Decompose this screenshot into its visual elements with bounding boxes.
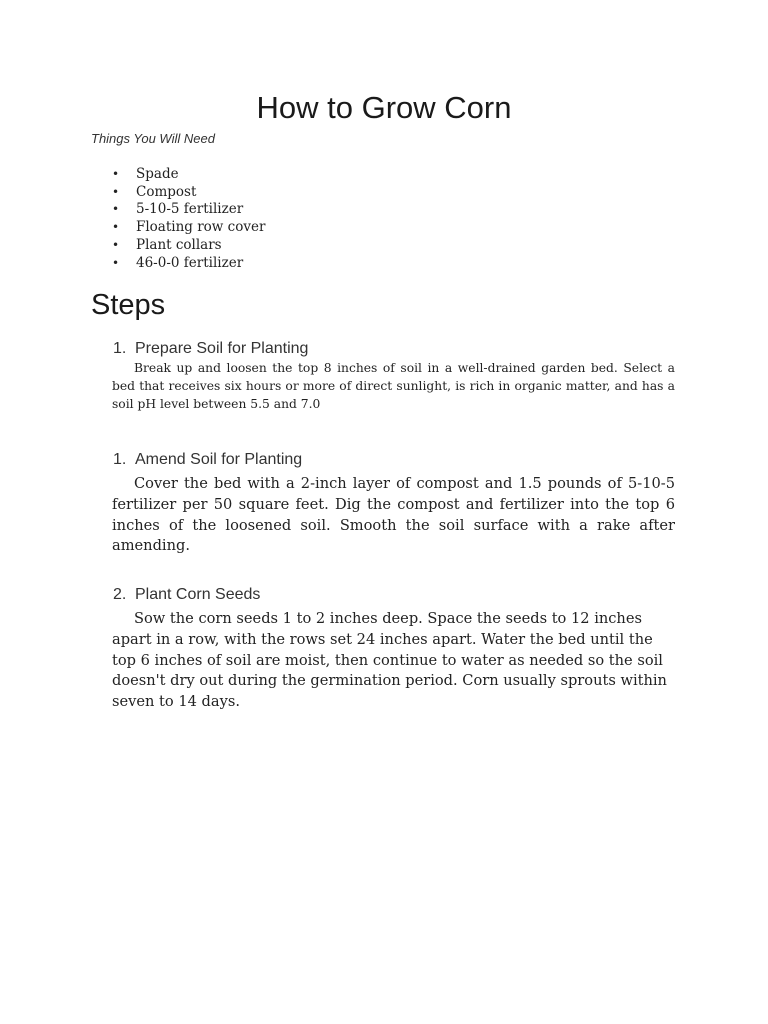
bullet-icon: • xyxy=(112,167,120,181)
step-number: 1. xyxy=(113,340,127,357)
bullet-icon: • xyxy=(112,237,120,252)
bullet-icon: • xyxy=(112,255,120,270)
supplies-list xyxy=(112,166,265,272)
step-number: 1. xyxy=(113,451,127,468)
supply-label: Plant collars xyxy=(136,236,222,253)
steps-heading: Steps xyxy=(91,289,166,321)
supply-label: Spade xyxy=(136,166,179,182)
bullet-icon: • xyxy=(112,184,120,199)
step-number: 2. xyxy=(113,586,127,603)
step-title xyxy=(113,586,260,604)
step-title xyxy=(113,340,308,358)
step-title-text: Plant Corn Seeds xyxy=(135,586,261,603)
step-title-text: Amend Soil for Planting xyxy=(135,451,303,468)
supplies-subtitle: Things You Will Need xyxy=(91,131,215,146)
step-title xyxy=(113,451,302,469)
supply-label: 46-0-0 fertilizer xyxy=(136,254,244,271)
step-body: Cover the bed with a 2-inch layer of compost and 1.5 pounds of 5-10-5 fertilizer per 50 square feet. Dig the compost and fertilizer into the top 6 inches of the loosened soil. Smooth the soil surface with a rake after amending. xyxy=(112,475,675,555)
bullet-icon: • xyxy=(112,220,120,235)
supply-label: Compost xyxy=(136,183,197,200)
bullet-icon: • xyxy=(112,202,120,217)
list-item xyxy=(112,255,265,273)
list-item xyxy=(112,237,265,255)
step-body: Sow the corn seeds 1 to 2 inches deep. Space the seeds to 12 inches apart in a row, with the rows set 24 inches apart. Water the bed until the top 6 inches of soil are moist, then continue to water as needed so the soil doesn't dry out during the germination period. Corn usually sprouts within seven to 14 days. xyxy=(112,610,667,711)
list-item xyxy=(112,201,265,219)
list-item xyxy=(112,166,265,184)
step-title-text: Prepare Soil for Planting xyxy=(135,340,309,357)
supply-label: Floating row cover xyxy=(136,219,266,236)
step-body: Break up and loosen the top 8 inches of soil in a well-drained garden bed. Select a bed that receives six hours or more of direct sunlight, is rich in organic matter, and has a soil pH level between 5.5 and 7.0 xyxy=(112,361,675,412)
list-item xyxy=(112,184,265,202)
list-item xyxy=(112,219,265,237)
page-title: How to Grow Corn xyxy=(256,90,512,125)
supply-label: 5-10-5 fertilizer xyxy=(136,201,244,218)
